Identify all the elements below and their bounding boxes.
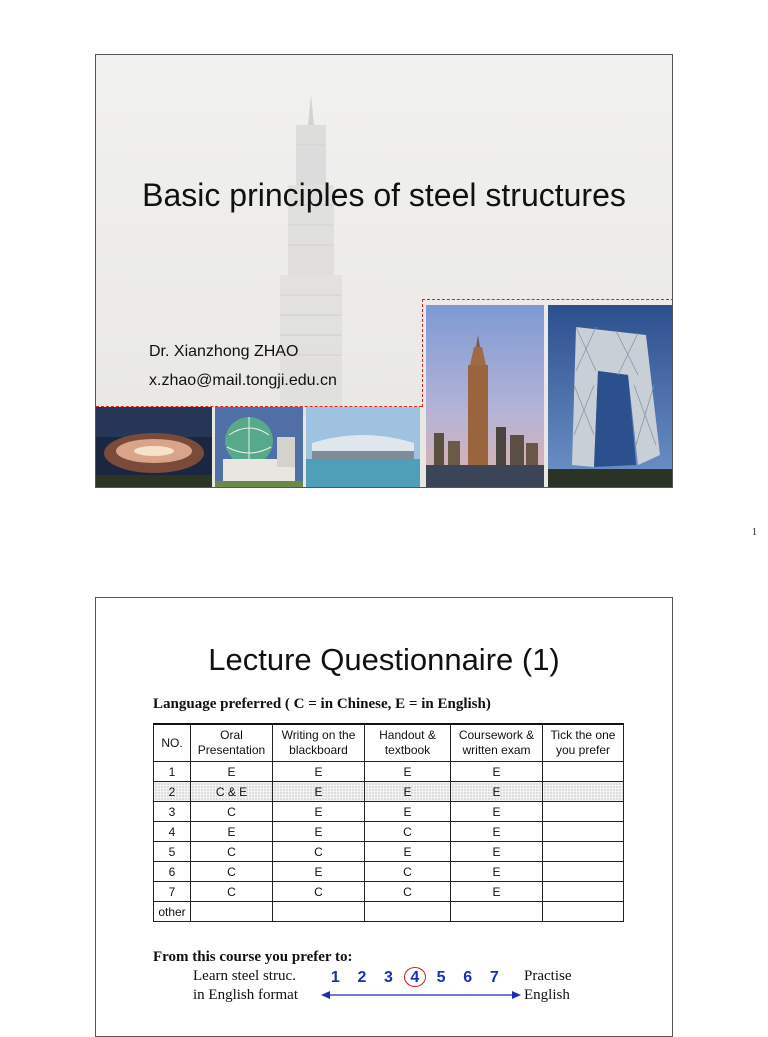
title-slide: [95, 54, 673, 488]
table-cell[interactable]: [451, 902, 543, 922]
background-tower-image: [266, 95, 356, 415]
questionnaire-slide: [95, 597, 673, 1037]
left-label-line2: in English format: [193, 987, 298, 1003]
cctv-tower-photo: [548, 305, 673, 488]
table-cell: E: [365, 762, 451, 782]
table-cell: E: [451, 782, 543, 802]
dashed-frame-left: [422, 299, 423, 407]
table-cell: other: [154, 902, 191, 922]
table-cell: 5: [154, 842, 191, 862]
tick-cell[interactable]: [543, 902, 624, 922]
table-cell: E: [191, 822, 273, 842]
table-cell: E: [273, 822, 365, 842]
table-cell: E: [191, 762, 273, 782]
table-cell: 7: [154, 882, 191, 902]
table-row: [154, 902, 624, 922]
table-cell: 1: [154, 762, 191, 782]
table-cell: 2: [154, 782, 191, 802]
table-row: [154, 822, 624, 842]
table-cell: C: [273, 842, 365, 862]
author-name: Dr. Xianzhong ZHAO: [149, 343, 299, 360]
jinmao-tower-photo: [426, 305, 544, 488]
table-cell: E: [273, 802, 365, 822]
stadium-photo: [96, 407, 212, 488]
double-arrow-icon: [321, 988, 521, 1002]
scale-option[interactable]: 7: [489, 969, 499, 986]
scale-option[interactable]: 1: [330, 969, 340, 986]
dashed-frame-top: [422, 299, 673, 300]
column-header: Handout & textbook: [365, 724, 451, 762]
tick-cell[interactable]: [543, 882, 624, 902]
scale-option-selected[interactable]: 4: [404, 967, 426, 987]
table-cell: C: [365, 822, 451, 842]
table-cell: E: [451, 802, 543, 822]
right-label-line1: Practise: [524, 968, 572, 984]
tick-cell[interactable]: [543, 762, 624, 782]
table-cell: 4: [154, 822, 191, 842]
table-cell: E: [273, 782, 365, 802]
scale-option[interactable]: 6: [463, 969, 473, 986]
table-cell: 6: [154, 862, 191, 882]
table-cell: C: [191, 862, 273, 882]
table-cell: C: [191, 842, 273, 862]
tick-cell[interactable]: [543, 862, 624, 882]
column-header: NO.: [154, 724, 191, 762]
table-cell: E: [451, 762, 543, 782]
preference-caption: From this course you prefer to:: [153, 949, 353, 965]
table-cell: E: [451, 862, 543, 882]
table-row: [154, 762, 624, 782]
scale-option[interactable]: 2: [357, 969, 367, 986]
tick-cell[interactable]: [543, 782, 624, 802]
table-cell: C: [365, 862, 451, 882]
table-cell: C: [191, 802, 273, 822]
table-cell: E: [365, 842, 451, 862]
page-number: 1: [752, 527, 757, 538]
column-header: Writing on the blackboard: [273, 724, 365, 762]
scale-option[interactable]: 3: [384, 969, 393, 986]
column-header: Coursework & written exam: [451, 724, 543, 762]
slide-title: Basic principles of steel structures: [142, 177, 626, 213]
tick-cell[interactable]: [543, 842, 624, 862]
globe-building-photo: [215, 407, 303, 488]
column-header: Oral Presentation: [191, 724, 273, 762]
table-cell[interactable]: [191, 902, 273, 922]
left-label-line1: Learn steel struc.: [193, 968, 296, 984]
slide-title: Lecture Questionnaire (1): [208, 642, 560, 677]
table-cell: E: [451, 822, 543, 842]
table-row-highlighted: [154, 782, 624, 802]
table-cell: E: [273, 862, 365, 882]
table-cell: E: [365, 802, 451, 822]
table-cell: E: [451, 882, 543, 902]
tick-cell[interactable]: [543, 802, 624, 822]
table-header-row: [154, 724, 624, 762]
table-row: [154, 842, 624, 862]
table-cell: C: [365, 882, 451, 902]
table-cell: E: [273, 762, 365, 782]
table-row: [154, 802, 624, 822]
table-row: [154, 882, 624, 902]
table-cell: 3: [154, 802, 191, 822]
table-row: [154, 862, 624, 882]
table-cell[interactable]: [273, 902, 365, 922]
column-header: Tick the one you prefer: [543, 724, 624, 762]
table-cell: E: [365, 782, 451, 802]
table-cell: C & E: [191, 782, 273, 802]
tick-cell[interactable]: [543, 822, 624, 842]
right-label-line2: English: [524, 987, 570, 1003]
table-cell: C: [191, 882, 273, 902]
author-email[interactable]: x.zhao@mail.tongji.edu.cn: [149, 372, 337, 389]
scale-option[interactable]: 5: [436, 969, 446, 986]
table-cell: C: [273, 882, 365, 902]
table-cell[interactable]: [365, 902, 451, 922]
questionnaire-table: [153, 723, 624, 922]
language-caption: Language preferred ( C = in Chinese, E = in English): [153, 696, 491, 712]
airport-terminal-photo: [306, 407, 420, 488]
preference-scale: [322, 967, 508, 987]
table-cell: E: [451, 842, 543, 862]
